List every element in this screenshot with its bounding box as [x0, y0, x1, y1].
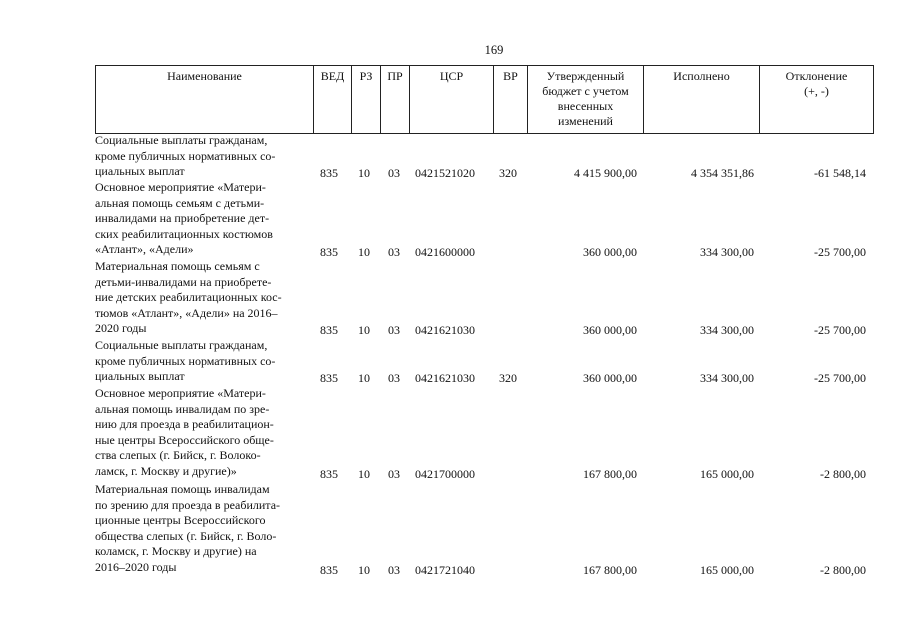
table-row-name: [95, 338, 317, 385]
name-line: инвалидами на приобретение дет-: [95, 211, 270, 226]
cell-pr: 03: [388, 467, 400, 481]
name-line: ние детских реабилитационных кос-: [95, 290, 282, 305]
cell-rz: 10: [358, 323, 370, 337]
cell-rz: 10: [358, 245, 370, 259]
cell-pr: 03: [388, 166, 400, 180]
cell-executed: 334 300,00: [700, 245, 754, 259]
header-name: Наименование: [167, 69, 242, 83]
name-line: тюмов «Атлант», «Адели» на 2016–: [95, 305, 278, 320]
header-budget-line: внесенных: [557, 99, 614, 113]
name-line: ства слепых (г. Бийск, г. Волоко-: [95, 448, 261, 463]
table-row-name: [95, 386, 317, 480]
cell-executed: 165 000,00: [700, 467, 754, 481]
cell-pr: 03: [388, 323, 400, 337]
cell-vr: 320: [499, 371, 517, 385]
cell-executed: 4 354 351,86: [691, 166, 754, 180]
name-line: Социальные выплаты гражданам,: [95, 133, 268, 147]
cell-ved: 835: [320, 467, 338, 481]
cell-pr: 03: [388, 563, 400, 577]
table-row-name: [95, 133, 317, 180]
name-line: ные центры Всероссийского обще-: [95, 432, 274, 447]
cell-budget: 4 415 900,00: [574, 166, 637, 180]
cell-deviation: -25 700,00: [814, 371, 866, 385]
name-line: ских реабилитационных костюмов: [95, 226, 273, 241]
cell-deviation: -61 548,14: [814, 166, 866, 180]
header-vr: ВР: [503, 69, 518, 83]
name-line: коламск, г. Москву и другие) на: [95, 544, 257, 559]
name-line: альная помощь семьям с детьми-: [95, 195, 265, 210]
header-rz: РЗ: [359, 69, 373, 83]
header-budget: [528, 69, 643, 129]
cell-csr: 0421621030: [415, 371, 475, 385]
cell-deviation: -2 800,00: [820, 563, 866, 577]
name-line: ламск, г. Москву и другие)»: [95, 463, 237, 478]
cell-budget: 167 800,00: [583, 563, 637, 577]
page-number: 169: [484, 43, 504, 57]
table-row-name: [95, 259, 317, 337]
cell-rz: 10: [358, 371, 370, 385]
header-budget-line: изменений: [558, 114, 613, 128]
name-line: Материальная помощь семьям с: [95, 259, 260, 273]
name-line: ционные центры Всероссийского: [95, 513, 266, 528]
cell-pr: 03: [388, 245, 400, 259]
cell-deviation: -2 800,00: [820, 467, 866, 481]
name-line: альная помощь инвалидам по зре-: [95, 401, 270, 416]
header-divider: [873, 65, 874, 134]
cell-csr: 0421521020: [415, 166, 475, 180]
header-deviation: [760, 69, 873, 99]
name-line: по зрению для проезда в реабилита-: [95, 497, 281, 512]
cell-csr: 0421700000: [415, 467, 475, 481]
name-line: Основное мероприятие «Матери-: [95, 386, 266, 400]
cell-deviation: -25 700,00: [814, 245, 866, 259]
header-budget-line: Утвержденный: [546, 69, 625, 83]
header-deviation-line: (+, -): [804, 84, 829, 98]
cell-budget: 167 800,00: [583, 467, 637, 481]
name-line: «Атлант», «Адели»: [95, 242, 194, 257]
name-line: 2016–2020 годы: [95, 559, 177, 574]
name-line: нию для проезда в реабилитацион-: [95, 417, 274, 432]
cell-ved: 835: [320, 323, 338, 337]
name-line: Материальная помощь инвалидам: [95, 482, 270, 496]
header-ved: ВЕД: [320, 69, 345, 83]
cell-ved: 835: [320, 371, 338, 385]
name-line: Основное мероприятие «Матери-: [95, 180, 266, 194]
cell-csr: 0421600000: [415, 245, 475, 259]
cell-rz: 10: [358, 563, 370, 577]
name-line: Социальные выплаты гражданам,: [95, 338, 268, 352]
cell-csr: 0421621030: [415, 323, 475, 337]
header-top-border: [95, 65, 874, 66]
table-row-name: [95, 180, 317, 258]
cell-ved: 835: [320, 245, 338, 259]
name-line: общества слепых (г. Бийск, г. Воло-: [95, 528, 277, 543]
cell-ved: 835: [320, 563, 338, 577]
cell-ved: 835: [320, 166, 338, 180]
header-budget-line: бюджет с учетом: [542, 84, 629, 98]
table-row-name: [95, 482, 317, 576]
name-line: кроме публичных нормативных со-: [95, 148, 276, 163]
cell-executed: 334 300,00: [700, 323, 754, 337]
cell-executed: 334 300,00: [700, 371, 754, 385]
cell-budget: 360 000,00: [583, 371, 637, 385]
cell-pr: 03: [388, 371, 400, 385]
header-deviation-line: Отклонение: [785, 69, 848, 83]
cell-budget: 360 000,00: [583, 245, 637, 259]
header-csr: ЦСР: [439, 69, 464, 83]
cell-vr: 320: [499, 166, 517, 180]
name-line: детьми-инвалидами на приобрете-: [95, 274, 272, 289]
name-line: циальных выплат: [95, 164, 185, 179]
cell-budget: 360 000,00: [583, 323, 637, 337]
cell-csr: 0421721040: [415, 563, 475, 577]
cell-rz: 10: [358, 166, 370, 180]
header-executed: Исполнено: [673, 69, 730, 83]
header-pr: ПР: [387, 69, 403, 83]
cell-rz: 10: [358, 467, 370, 481]
name-line: циальных выплат: [95, 369, 185, 384]
name-line: кроме публичных нормативных со-: [95, 353, 276, 368]
cell-deviation: -25 700,00: [814, 323, 866, 337]
cell-executed: 165 000,00: [700, 563, 754, 577]
name-line: 2020 годы: [95, 321, 147, 336]
